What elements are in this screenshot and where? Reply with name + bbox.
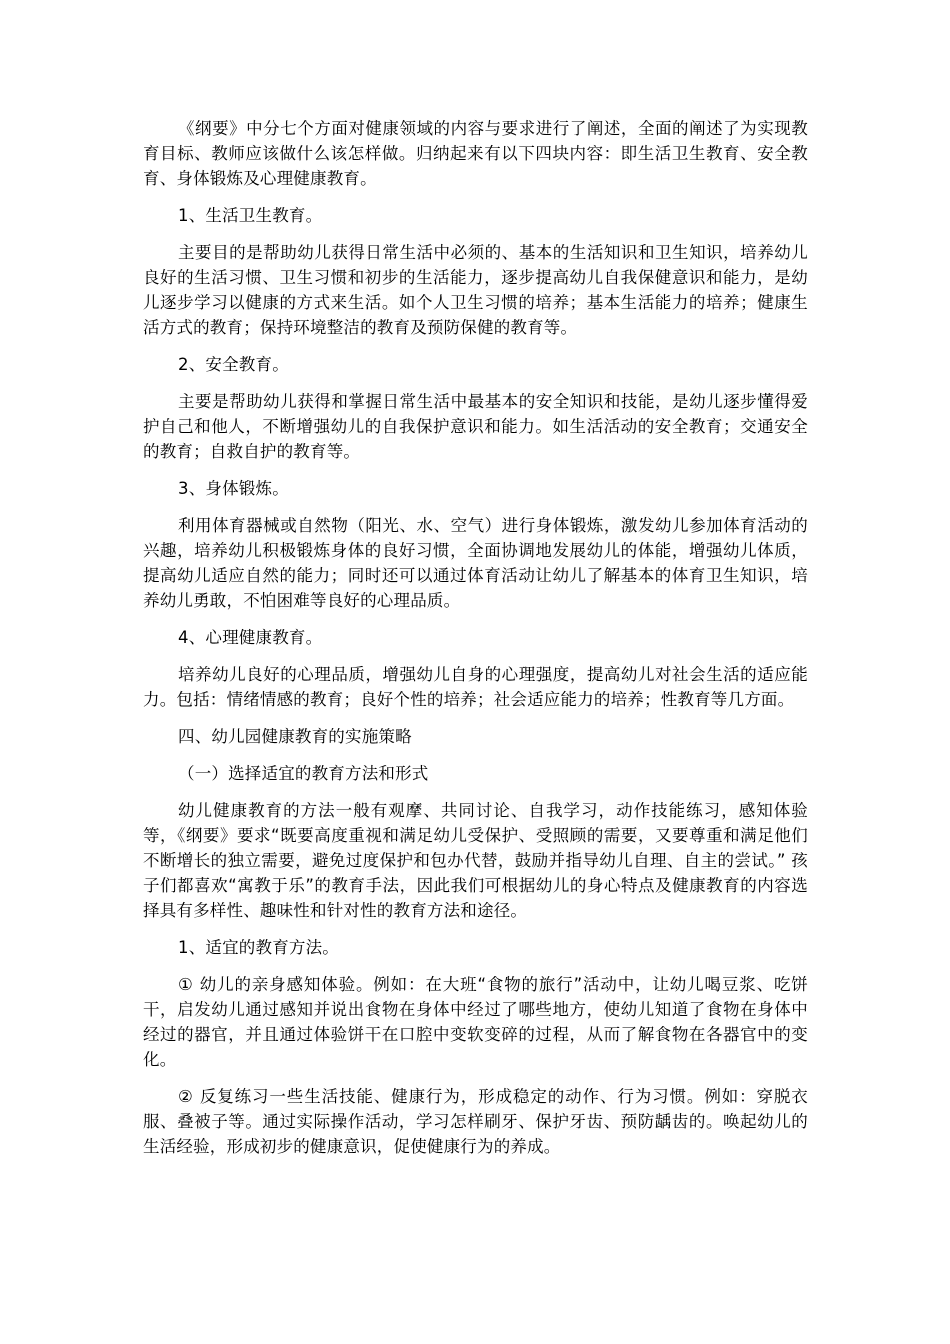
exercise-paragraph: 利用体育器械或自然物（阳光、水、空气）进行身体锻炼，激发幼儿参加体育活动的兴趣，培养幼儿积极锻炼身体的良好习惯，全面协调地发展幼儿的体能，增强幼儿体质，提高幼儿适应自然的能力；同时还可以通过体育活动让幼儿了解基本的体育卫生知识，培养幼儿勇敢，不怕困难等良好的心理品质。 xyxy=(143,516,808,610)
method-one-paragraph: ① 幼儿的亲身感知体验。例如：在大班“食物的旅行”活动中，让幼儿喝豆浆、吃饼干，启发幼儿通过感知并说出食物在身体中经过了哪些地方，使幼儿知道了食物在身体中经过的器官，并且通过体验饼干在口腔中变软变碎的过程，从而了解食物在各器官中的变化。 xyxy=(143,975,808,1069)
section-heading-hygiene: 1、生活卫生教育。 xyxy=(178,206,323,225)
intro-paragraph: 《纲要》中分七个方面对健康领域的内容与要求进行了阐述，全面的阐述了为实现教育目标、教师应该做什么该怎样做。归纳起来有以下四块内容：即生活卫生教育、安全教育、身体锻炼及心理健康教育。 xyxy=(143,119,808,188)
section-heading-safety: 2、安全教育。 xyxy=(178,355,289,374)
mental-health-paragraph: 培养幼儿良好的心理品质，增强幼儿自身的心理强度，提高幼儿对社会生活的适应能力。包括：情绪情感的教育；良好个性的培养；社会适应能力的培养；性教育等几方面。 xyxy=(143,665,808,709)
section-heading-strategy: 四、幼儿园健康教育的实施策略 xyxy=(178,727,412,746)
methods-paragraph: 幼儿健康教育的方法一般有观摩、共同讨论、自我学习，动作技能练习，感知体验等，《纲要》要求“既要高度重视和满足幼儿受保护、受照顾的需要，又要尊重和满足他们不断增长的独立需要，避免过度保护和包办代替，鼓励并指导幼儿自理、自主的尝试。” 孩子们都喜欢“寓教于乐”的教育手法，因此我们可根据幼儿的身心特点及健康教育的内容选择具有多样性、趣味性和针对性的教育方法和途径。 xyxy=(143,801,808,920)
safety-paragraph: 主要是帮助幼儿获得和掌握日常生活中最基本的安全知识和技能，是幼儿逐步懂得爱护自己和他人，不断增强幼儿的自我保护意识和能力。如生活活动的安全教育；交通安全的教育；自救自护的教育等。 xyxy=(143,392,808,461)
section-heading-exercise: 3、身体锻炼。 xyxy=(178,479,289,498)
hygiene-paragraph: 主要目的是帮助幼儿获得日常生活中必须的、基本的生活知识和卫生知识，培养幼儿良好的生活习惯、卫生习惯和初步的生活能力，逐步提高幼儿自我保健意识和能力，是幼儿逐步学习以健康的方式来生活。如个人卫生习惯的培养；基本生活能力的培养；健康生活方式的教育；保持环境整洁的教育及预防保健的教育等。 xyxy=(143,243,808,337)
section-heading-appropriate-methods: 1、适宜的教育方法。 xyxy=(178,938,339,957)
subsection-heading-methods: （一）选择适宜的教育方法和形式 xyxy=(178,764,429,783)
section-heading-mental-health: 4、心理健康教育。 xyxy=(178,628,323,647)
document-body xyxy=(143,116,808,1171)
method-two-paragraph: ② 反复练习一些生活技能、健康行为，形成稳定的动作、行为习惯。例如：穿脱衣服、叠被子等。通过实际操作活动，学习怎样刷牙、保护牙齿、预防龋齿的。唤起幼儿的生活经验，形成初步的健康意识，促使健康行为的养成。 xyxy=(143,1087,808,1156)
